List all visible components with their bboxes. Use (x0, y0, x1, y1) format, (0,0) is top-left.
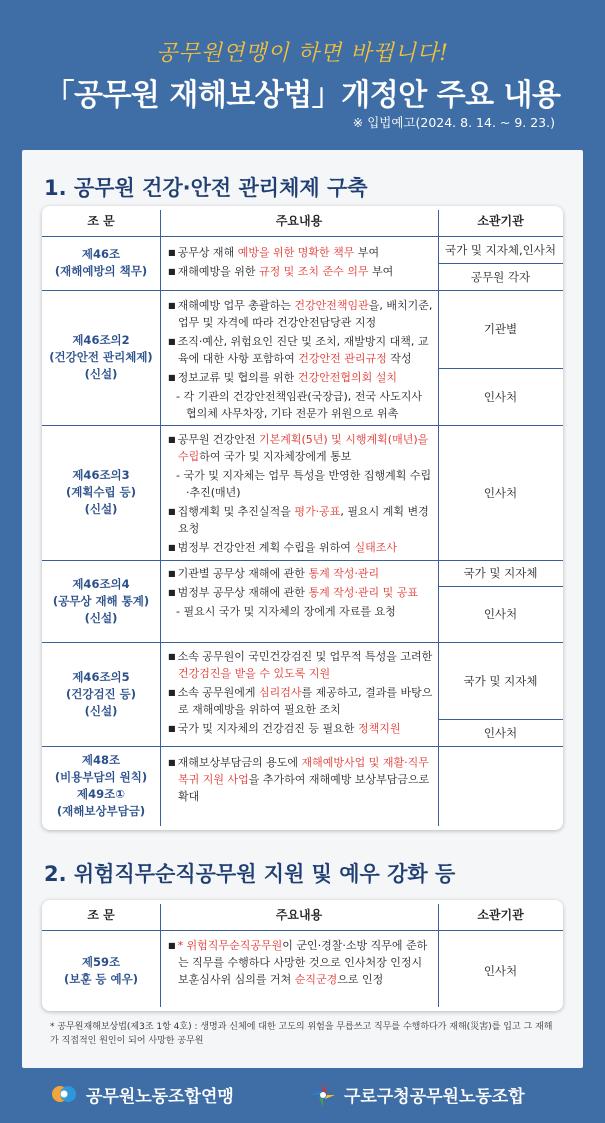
agency-cell: 인사처 (483, 725, 518, 740)
list-item: ■ 범정부 건강안전 계획 수립을 위하여 실태조사 (168, 539, 433, 556)
list-item: ■ * 위험직무순직공무원이 군인·경찰·소방 직무에 준하는 직무를 수행하다 사망한 것으로 인사처장 인정시 보훈심사위 심의를 거쳐 순직군경으로 인정 (168, 937, 433, 988)
list-subitem: - 각 기관의 건강안전책임관(국장급), 전국 사도지사 협의체 사무차장, 기타 전문가 위원으로 위촉 (168, 388, 433, 422)
article-title: (공무상 재해 통계) (52, 593, 150, 608)
section1-heading: 1. 공무원 건강·안전 관리체제 구축 (44, 176, 368, 200)
list-item: ■ 조직·예산, 위험요인 진단 및 조치, 재발방지 대책, 교육에 대한 사항 포함하여 건강안전 관리규정 작성 (168, 333, 433, 367)
article-number: 제46조의4 (72, 576, 130, 591)
agency-cell: 인사처 (483, 485, 518, 500)
article-number: 제48조 (81, 753, 121, 767)
section2-heading: 2. 위험직무순직공무원 지원 및 예우 강화 등 (44, 862, 456, 886)
col-header-article: 조 문 (87, 908, 115, 922)
list-item: ■ 공무원 건강안전 기본계획(5년) 및 시행계획(매년)을 수립하여 국가 및 지자체장에게 통보 (168, 431, 433, 465)
org-federation (50, 1080, 234, 1108)
org-union (308, 1080, 525, 1108)
list-item: ■ 집행계획 및 추진실적을 평가·공표, 필요시 계획 변경요청 (168, 503, 433, 537)
org-name: 구로구청공무원노동조합 (344, 1086, 525, 1107)
org-name: 공무원노동조합연맹 (86, 1086, 234, 1107)
table-row-article (42, 425, 160, 560)
list-item: ■ 국가 및 지자체의 건강검진 등 필요한 정책지원 (168, 720, 433, 737)
agency-cell: 국가 및 지자체 (463, 566, 538, 580)
agency-cell: 인사처 (483, 389, 518, 404)
agency-cell: 인사처 (483, 963, 518, 978)
article-number: 제46조의3 (72, 468, 130, 482)
article-status: (신설) (84, 703, 118, 718)
footer (0, 1068, 605, 1123)
table-row-article (42, 642, 160, 746)
article-title: (보훈 등 예우) (63, 971, 139, 986)
article-status: (신설) (84, 610, 118, 625)
list-item: ■ 소속 공무원에게 심리검사를 제공하고, 결과를 바탕으로 재해예방을 위하여 필요한 조치 (168, 684, 433, 718)
list-item: ■ 기관별 공무상 재해에 관한 통계 작성·관리 (168, 565, 433, 582)
row-content (168, 565, 433, 622)
list-item: ■ 재해보상부담금의 용도에 재해예방사업 및 재활·직무복귀 지원 사업을 추가하여 재해예방 보상부담금으로 확대 (168, 754, 433, 805)
list-item: ■ 소속 공무원이 국민건강검진 및 업무적 특성을 고려한 건강검진을 받을 수 있도록 지원 (168, 648, 433, 682)
article-number: 제49조① (77, 787, 125, 801)
row-content (168, 648, 433, 739)
table-row-article (42, 290, 160, 425)
agency-cell: 국가 및 지자체,인사처 (445, 242, 556, 257)
list-item: ■ 재해예방을 위한 규정 및 조치 준수 의무 부여 (168, 263, 433, 280)
article-title: (건강안전 관리체제) (49, 350, 153, 364)
article-title: (계획수립 등) (65, 485, 137, 499)
article-number: 제46조 (81, 247, 121, 261)
row-content (168, 431, 433, 558)
legislative-notice-period: ※ 입법예고(2024. 8. 14. ~ 9. 23.) (352, 115, 555, 130)
col-header-content: 주요내용 (275, 908, 323, 922)
col-header-content: 주요내용 (275, 214, 323, 228)
article-title: (재해보상부담금) (56, 804, 146, 818)
list-item: ■ 재해예방 업무 총괄하는 건강안전책임관을, 배치기준, 업무 및 자격에 따라 건강안전담당관 지정 (168, 297, 433, 331)
list-item: ■ 범정부 공무상 재해에 관한 통계 작성·관리 및 공표 (168, 584, 433, 601)
article-number: 제59조 (81, 954, 121, 969)
row-content (168, 244, 433, 282)
article-status: (신설) (84, 502, 118, 516)
article-status: (신설) (84, 367, 118, 381)
agency-cell: 공무원 각자 (470, 269, 531, 284)
section2-table (42, 900, 563, 1011)
footnote: * 공무원재해보상법(제3조 1항 4호) : 생명과 신체에 대한 고도의 위험을 무릅쓰고 직무를 수행하다가 재해(災害)를 입고 그 재해가 직접적인 원인이 되어 사망한 공무원 (50, 1022, 553, 1046)
agency-cell: 국가 및 지자체 (463, 673, 538, 688)
page-title: 「공무원 재해보상법」개정안 주요 내용 (44, 78, 561, 113)
agency-cell: 인사처 (483, 607, 518, 621)
article-title: (건강검진 등) (65, 686, 137, 701)
agency-cell: 기관별 (483, 322, 518, 336)
list-item: ■ 정보교류 및 협의를 위한 건강안전협의회 설치 (168, 369, 433, 386)
col-header-agency: 소관기관 (477, 214, 524, 228)
union-logo-icon (308, 1080, 336, 1108)
article-title: (비용부담의 원칙) (54, 770, 148, 784)
table-row-article (42, 560, 160, 642)
federation-logo-icon (50, 1080, 78, 1108)
divider (160, 210, 161, 826)
row-content (168, 297, 433, 424)
article-number: 제46조의2 (72, 333, 130, 347)
article-title: (재해예방의 책무) (54, 264, 148, 278)
row-content (168, 937, 433, 990)
section1-table (42, 206, 563, 830)
divider (160, 904, 161, 1007)
list-subitem: - 국가 및 지자체는 업무 특성을 반영한 집행계획 수립·추진(매년) (168, 467, 433, 501)
row-content (168, 754, 433, 807)
col-header-agency: 소관기관 (477, 908, 524, 922)
col-header-article: 조 문 (87, 214, 115, 228)
table-row-article (42, 930, 160, 1011)
header (0, 0, 605, 150)
article-number: 제46조의5 (72, 669, 130, 684)
table-row-article (42, 746, 160, 826)
list-subitem: - 필요시 국가 및 지자체의 장에게 자료를 요청 (168, 603, 433, 620)
slogan: 공무원연맹이 하면 바뀝니다! (156, 41, 449, 66)
list-item: ■ 공무상 재해 예방을 위한 명확한 책무 부여 (168, 244, 433, 261)
table-row-article (42, 236, 160, 290)
